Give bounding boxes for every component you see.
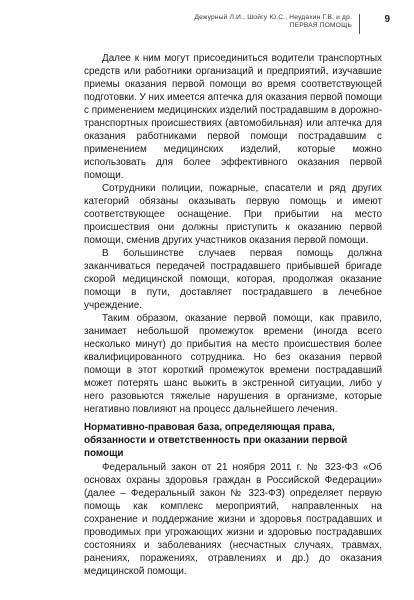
paragraph-summary: Таким образом, оказание первой помощи, как правило, занимает небольшой промежуток времени (иногда всего несколько минут) до прибытия на место происшествия более квалифицированного сотрудника. Но без оказания первой помощи в этот короткий промежуток времени пострадавший может потерять шанс выжить в экстренной ситуации, либо у него разовьются тяжелые нарушения в организме, которые негативно повлияют на процесс дальнейшего лечения.: [84, 313, 382, 415]
running-header-text: [194, 14, 352, 31]
header-book-title: ПЕРВАЯ ПОМОЩЬ: [289, 22, 352, 30]
section-body-text: [84, 461, 382, 578]
paragraph-drivers-and-workers: Далее к ним могут присоединиться водители транспортных средств или работники организаций и предприятий, изучавшие приемы оказания первой помощи во время соответствующей подготовки. У них имеется аптечка для оказания первой помощи с применением медицинских изделий пострадавшим в дорожно-транспортных происшествиях (автомобильная) или аптечка для оказания работниками первой помощи пострадавшим с применением медицинских изделий, которые можно использовать для более эффективного оказания первой помощи.: [84, 53, 383, 181]
running-header: [60, 14, 390, 40]
paragraph-police-firefighters: Сотрудники полиции, пожарные, спасатели и ряд других категорий обязаны оказывать первую помощь и имеют соответствующее оснащение. При прибытии на место происшествия они должны приступить к оказанию первой помощи, сменив других участников оказания первой помощи.: [84, 183, 382, 246]
paragraph-ambulance-handover: В большинстве случаев первая помощь должна заканчиваться передачей пострадавшего прибывшей бригаде скорой медицинской помощи, которая, продолжая оказание помощи в пути, доставляет пострадавшего в лечебное учреждение.: [84, 248, 382, 311]
main-body-text: [84, 52, 382, 416]
page-number: 9: [384, 14, 390, 25]
header-divider: [359, 14, 360, 34]
header-authors: Дежурный Л.И., Шойгу Ю.С., Неудахин Г.В. и др.: [194, 14, 352, 21]
paragraph-federal-law: Федеральный закон от 21 ноября 2011 г. № 323-ФЗ «Об основах охраны здоровья граждан в Российской Федерации» (далее – Федеральный закон № 323-ФЗ) определяет первую помощь как комплекс мероприятий, направленных на сохранение и поддержание жизни и здоровья пострадавших и проводимых при угрожающих жизни и здоровью пострадавших состояниях и заболеваниях (несчастных случаях, травмах, ранениях, поражениях, отравлениях и др.) до оказания медицинской помощи.: [84, 462, 382, 577]
section-heading: Нормативно-правовая база, определяющая права, обязанности и ответственность при оказании первой помощи: [84, 422, 348, 459]
